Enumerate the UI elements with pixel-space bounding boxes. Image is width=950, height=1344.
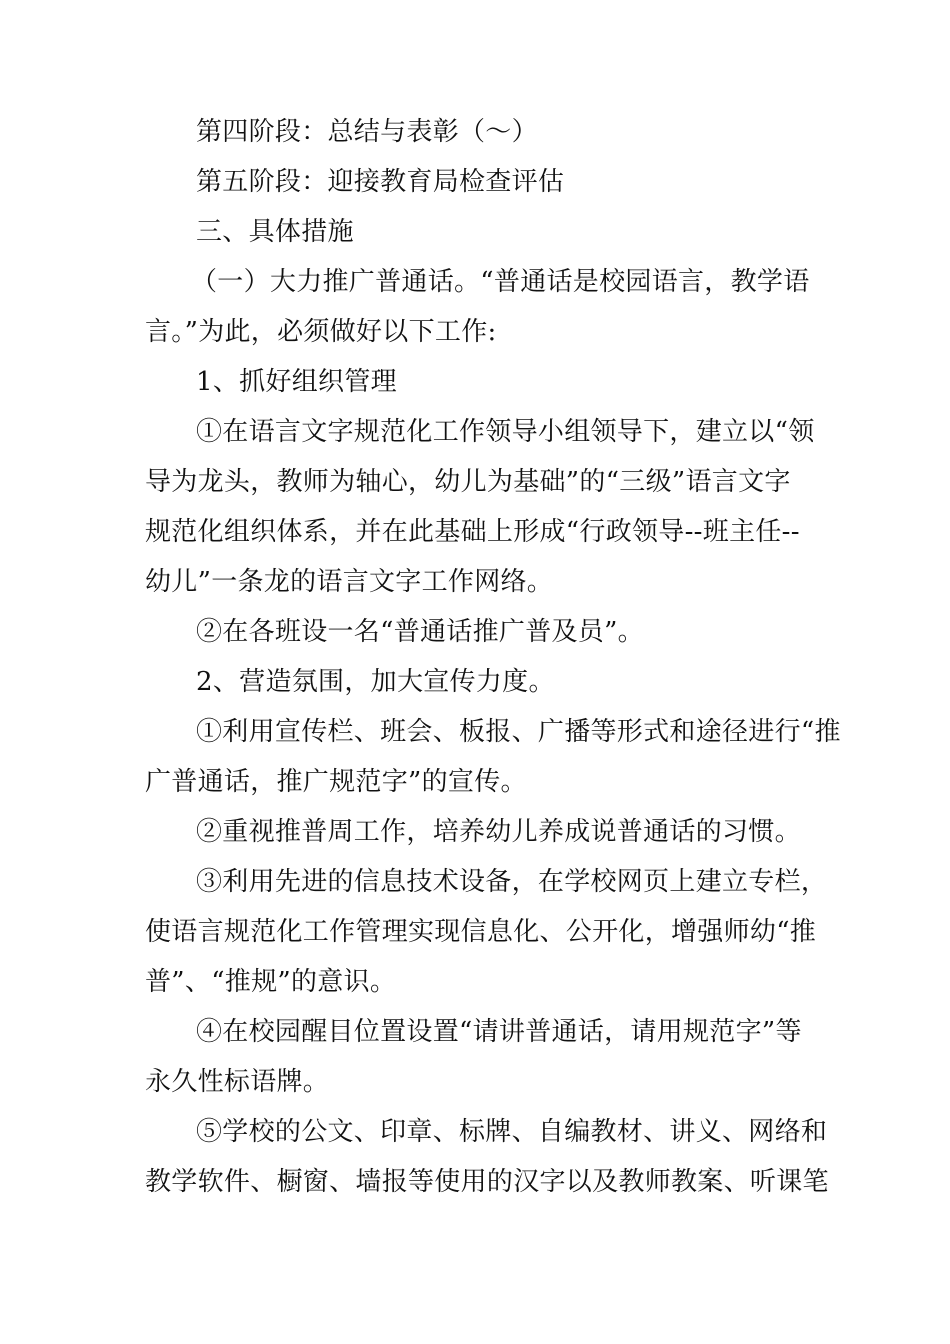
paragraph-line: 永久性标语牌。: [145, 1067, 330, 1097]
subheading-line: 1、抓好组织管理: [196, 367, 397, 397]
paragraph-line: 教学软件、橱窗、墙报等使用的汉字以及教师教案、听课笔: [145, 1167, 829, 1197]
paragraph-line: 导为龙头，教师为轴心，幼儿为基础”的“三级”语言文字: [145, 467, 791, 497]
paragraph-line: 使语言规范化工作管理实现信息化、公开化，增强师幼“推: [145, 917, 817, 947]
paragraph-line: ②重视推普周工作，培养幼儿养成说普通话的习惯。: [196, 817, 801, 847]
paragraph-line: ①在语言文字规范化工作领导小组领导下，建立以“领: [196, 417, 815, 447]
paragraph-line: 幼儿”一条龙的语言文字工作网络。: [145, 567, 554, 597]
stage-four-line: 第四阶段：总结与表彰（～）: [196, 117, 538, 147]
paragraph-line: ①利用宣传栏、班会、板报、广播等形式和途径进行“推: [196, 717, 841, 747]
paragraph-line: 言。”为此，必须做好以下工作:: [145, 317, 497, 347]
paragraph-line: ③利用先进的信息技术设备，在学校网页上建立专栏，: [196, 867, 828, 897]
paragraph-line: ②在各班设一名“普通话推广普及员”。: [196, 617, 644, 647]
paragraph-line: 规范化组织体系，并在此基础上形成“行政领导--班主任--: [145, 517, 800, 547]
stage-five-line: 第五阶段：迎接教育局检查评估: [196, 167, 565, 197]
paragraph-line: 广普通话，推广规范字”的宣传。: [145, 767, 527, 797]
section-heading: 三、具体措施: [196, 217, 354, 247]
paragraph-line: （一）大力推广普通话。“普通话是校园语言，教学语: [191, 267, 810, 297]
paragraph-line: ⑤学校的公文、印章、标牌、自编教材、讲义、网络和: [196, 1117, 828, 1147]
paragraph-line: 普”、“推规”的意识。: [145, 967, 397, 997]
subheading-line: 2、营造氛围，加大宣传力度。: [196, 667, 555, 697]
paragraph-line: ④在校园醒目位置设置“请讲普通话，请用规范字”等: [196, 1017, 802, 1047]
